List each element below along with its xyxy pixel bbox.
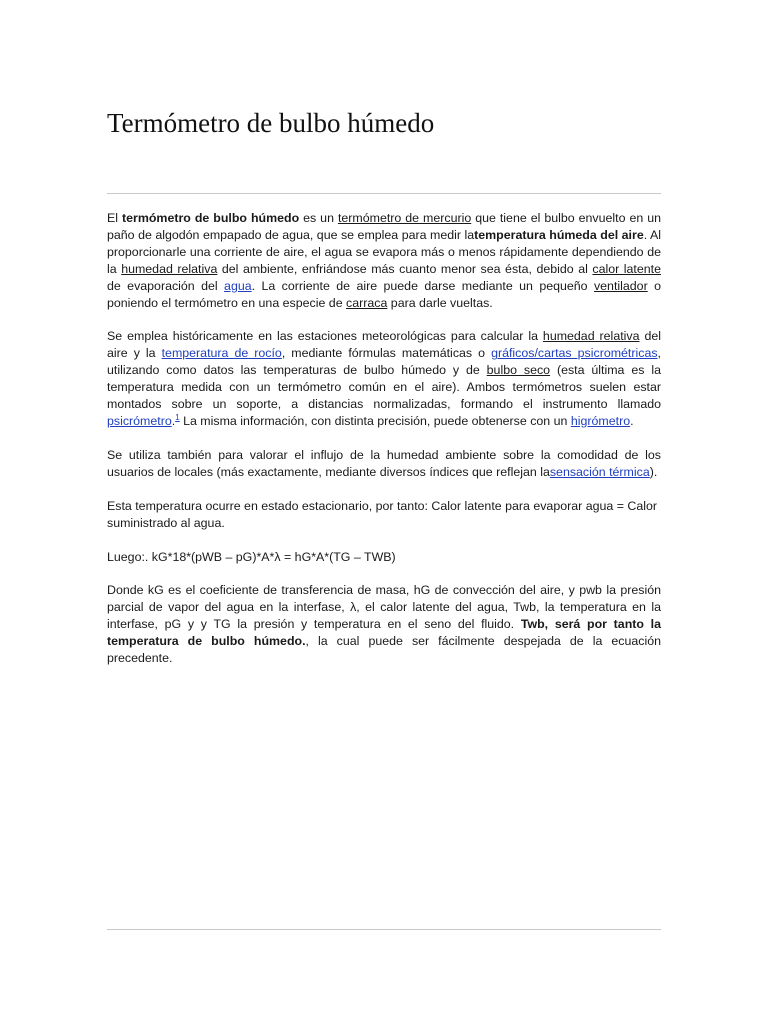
text: .: [171, 413, 176, 428]
link-bulbo-seco[interactable]: bulbo seco: [486, 363, 551, 378]
text: Se utiliza también para valorar el influjo de la humedad ambiente sobre la comodidad de los usuarios de locales (más exactamente, mediante diversos índices que reflejan la: [107, 447, 661, 479]
link-sensacion-termica[interactable]: sensación térmica: [549, 464, 650, 479]
text: . Al proporcionarle una corriente de aire, el agua se evapora más o menos rápidamente dependiendo de la: [107, 227, 661, 276]
paragraph-2: [107, 328, 661, 429]
link-termometro-de-mercurio[interactable]: termómetro de mercurio: [337, 211, 472, 225]
text: es un: [299, 211, 338, 225]
bold-term: temperatura húmeda del aire: [474, 227, 644, 242]
link-graficos-cartas-psicrometricas[interactable]: gráficos/cartas psicrométricas: [491, 346, 658, 361]
article-body: [107, 210, 661, 684]
text: Se emplea históricamente en las estaciones meteorológicas para calcular la: [107, 329, 543, 344]
text: El: [107, 211, 122, 225]
bold-statement: Twb, será por tanto la temperatura de bulbo húmedo.: [107, 617, 661, 649]
text: de evaporación del: [107, 278, 225, 293]
link-calor-latente[interactable]: calor latente: [592, 261, 661, 276]
text: del ambiente, enfriándose más cuanto menor sea ésta, debido al: [217, 261, 593, 276]
text: ).: [649, 464, 658, 479]
link-ventilador[interactable]: ventilador: [593, 278, 648, 293]
paragraph-4: Esta temperatura ocurre en estado estacionario, por tanto: Calor latente para evaporar agua = Calor suministrado al agua.: [107, 498, 657, 530]
top-divider: [107, 193, 661, 194]
link-agua[interactable]: agua: [224, 278, 252, 293]
link-humedad-relativa[interactable]: humedad relativa: [542, 329, 640, 344]
paragraph-6: [107, 582, 661, 667]
bold-term: termómetro de bulbo húmedo: [122, 211, 300, 225]
text: que tiene el bulbo envuelto en un paño de algodón empapado de agua, que se emplea para medir la: [107, 211, 661, 242]
text: .: [630, 413, 634, 428]
text: del aire y la: [107, 329, 661, 361]
text: o poniendo el termómetro en una especie de: [107, 278, 661, 310]
text: . La corriente de aire puede darse mediante un pequeño: [251, 278, 594, 293]
equation-line: Luego:. kG*18*(pWB – pG)*A*λ = hG*A*(TG – TWB): [107, 549, 396, 564]
paragraph-3: [107, 447, 661, 481]
text: , la cual puede ser fácilmente despejada de la ecuación precedente.: [107, 634, 662, 666]
link-humedad-relativa[interactable]: humedad relativa: [121, 261, 218, 276]
link-higrometro[interactable]: higrómetro: [570, 413, 631, 428]
page-title: Termómetro de bulbo húmedo: [107, 108, 435, 138]
footnote-ref[interactable]: 1: [175, 412, 180, 422]
text: para darle vueltas.: [387, 295, 493, 310]
link-psicrometro[interactable]: psicrómetro: [107, 413, 172, 428]
text: (esta última es la temperatura medida con un termómetro común en el aire). Ambos termómetros suelen estar montados sobre un soporte, a distancias normalizadas, formando el instrumento llamado: [107, 363, 661, 412]
text: , mediante fórmulas matemáticas o: [281, 346, 492, 361]
text: , utilizando como datos las temperaturas de bulbo húmedo y de: [107, 346, 661, 378]
link-temperatura-de-rocio[interactable]: temperatura de rocío: [161, 346, 282, 361]
bottom-divider: [107, 929, 661, 930]
text: Donde kG es el coeficiente de transferencia de masa, hG de convección del aire, y pwb la presión parcial de vapor del agua en la interfase, λ, el calor latente del agua, Twb, la temperatura en la interfase, pG y y TG la presión y temperatura en el seno del fluido.: [107, 583, 661, 632]
paragraph-1: [107, 210, 661, 311]
text: La misma información, con distinta precisión, puede obtenerse con un: [179, 413, 571, 428]
link-carraca[interactable]: carraca: [346, 295, 388, 310]
